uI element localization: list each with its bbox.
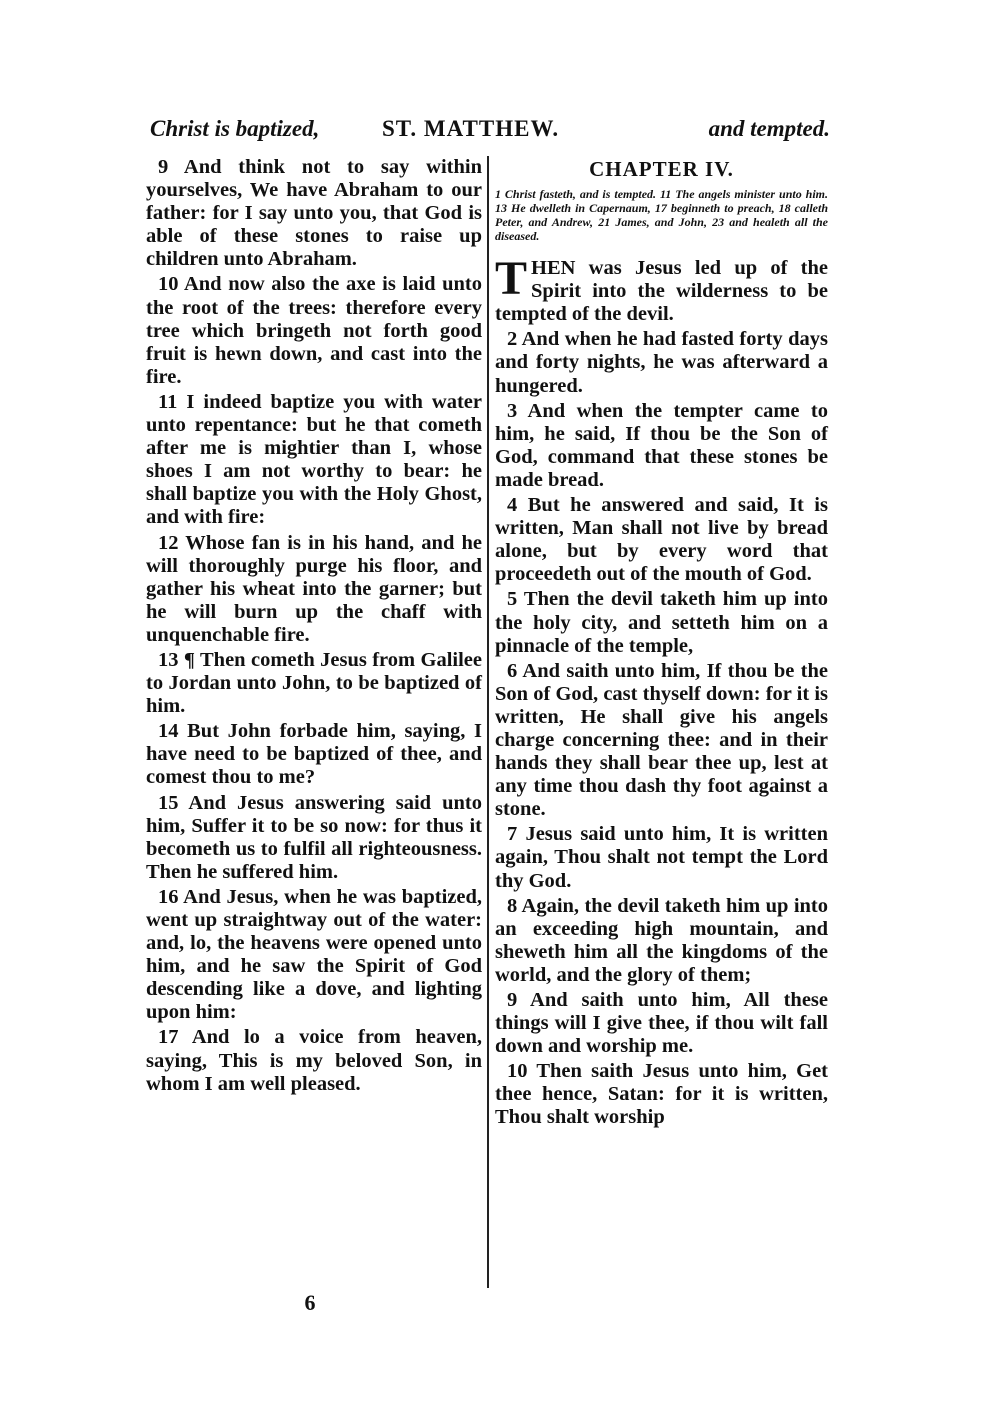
verse-3-11: 11 I indeed baptize you with water unto repentance: but he that cometh after me is mightier than I, whose shoes I am not worthy to bear: he shall baptize you with the Holy Ghost, and with fire: — [146, 390, 482, 529]
verse-3-16: 16 And Jesus, when he was baptized, went up straightway out of the water: and, lo, the heavens were opened unto him, and he saw the Spirit of God descending like a dove, and lighting upon him: — [146, 885, 482, 1024]
verse-4-2: 2 And when he had fasted forty days and forty nights, he was afterward a hungered. — [495, 328, 828, 397]
running-header — [150, 116, 830, 148]
page-number: 6 — [304, 1290, 316, 1315]
verse-3-13: 13 ¶ Then cometh Jesus from Galilee to Jordan unto John, to be baptized of him. — [146, 648, 482, 718]
verse-3-14: 14 But John forbade him, saying, I have need to be baptized of thee, and comest thou to me? — [146, 720, 482, 789]
verse-4-10: 10 Then saith Jesus unto him, Get thee hence, Satan: for it is written, Thou shalt worship — [495, 1060, 828, 1129]
header-right: and tempted. — [708, 116, 830, 141]
verse-3-15: 15 And Jesus answering said unto him, Suffer it to be so now: for thus it becometh us to fulfil all righteousness. Then he suffered him. — [146, 791, 482, 883]
verse-4-3: 3 And when the tempter came to him, he said, If thou be the Son of God, command that these stones be made bread. — [495, 399, 828, 491]
chapter-title: CHAPTER IV. — [589, 157, 734, 181]
header-left: Christ is baptized, — [150, 116, 320, 141]
verse-4-9: 9 And saith unto him, All these things will I give thee, if thou wilt fall down and worship me. — [495, 989, 828, 1058]
verse-3-10: 10 And now also the axe is laid unto the root of the trees: therefore every tree which bringeth not forth good fruit is hewn down, and cast into the fire. — [146, 273, 482, 388]
verse-3-17: 17 And lo a voice from heaven, saying, This is my beloved Son, in whom I am well pleased. — [146, 1026, 482, 1095]
verse-4-1-text: HEN was Jesus led up of the Spirit into the wilderness to be tempted of the devil. — [495, 257, 828, 326]
column-divider — [487, 156, 489, 1288]
left-column — [146, 156, 482, 1098]
chapter-summary: 1 Christ fasteth, and is tempted. 11 The angels minister unto him. 13 He dwelleth in Capernaum, 17 beginneth to preach, 18 calleth Peter, and Andrew, 21 James, and John, 23 and healeth all the diseased. — [495, 187, 828, 244]
verse-4-8: 8 Again, the devil taketh him up into an exceeding high mountain, and sheweth him all the kingdoms of the world, and the glory of them; — [495, 894, 828, 986]
verse-3-12: 12 Whose fan is in his hand, and he will thoroughly purge his floor, and gather his wheat into the garner; but he will burn up the chaff with unquenchable fire. — [146, 531, 482, 646]
header-book-title: ST. MATTHEW. — [382, 116, 560, 141]
verse-4-4: 4 But he answered and said, It is written, Man shall not live by bread alone, but by every word that proceedeth out of the mouth of God. — [495, 494, 828, 586]
verse-4-1 — [495, 252, 828, 326]
verse-4-6: 6 And saith unto him, If thou be the Son of God, cast thyself down: for it is written, He shall give his angels charge concerning thee: and in their hands they shall bear thee up, lest at any time thou dash thy foot against a stone. — [495, 659, 828, 821]
verse-4-7: 7 Jesus said unto him, It is written again, Thou shalt not tempt the Lord thy God. — [495, 823, 828, 892]
right-column — [495, 156, 828, 1132]
verse-4-5: 5 Then the devil taketh him up into the holy city, and setteth him on a pinnacle of the temple, — [495, 588, 828, 657]
verse-3-9: 9 And think not to say within yourselves, We have Abraham to our father: for I say unto you, that God is able of these stones to raise up children unto Abraham. — [146, 156, 482, 271]
drop-cap: T — [495, 252, 528, 306]
